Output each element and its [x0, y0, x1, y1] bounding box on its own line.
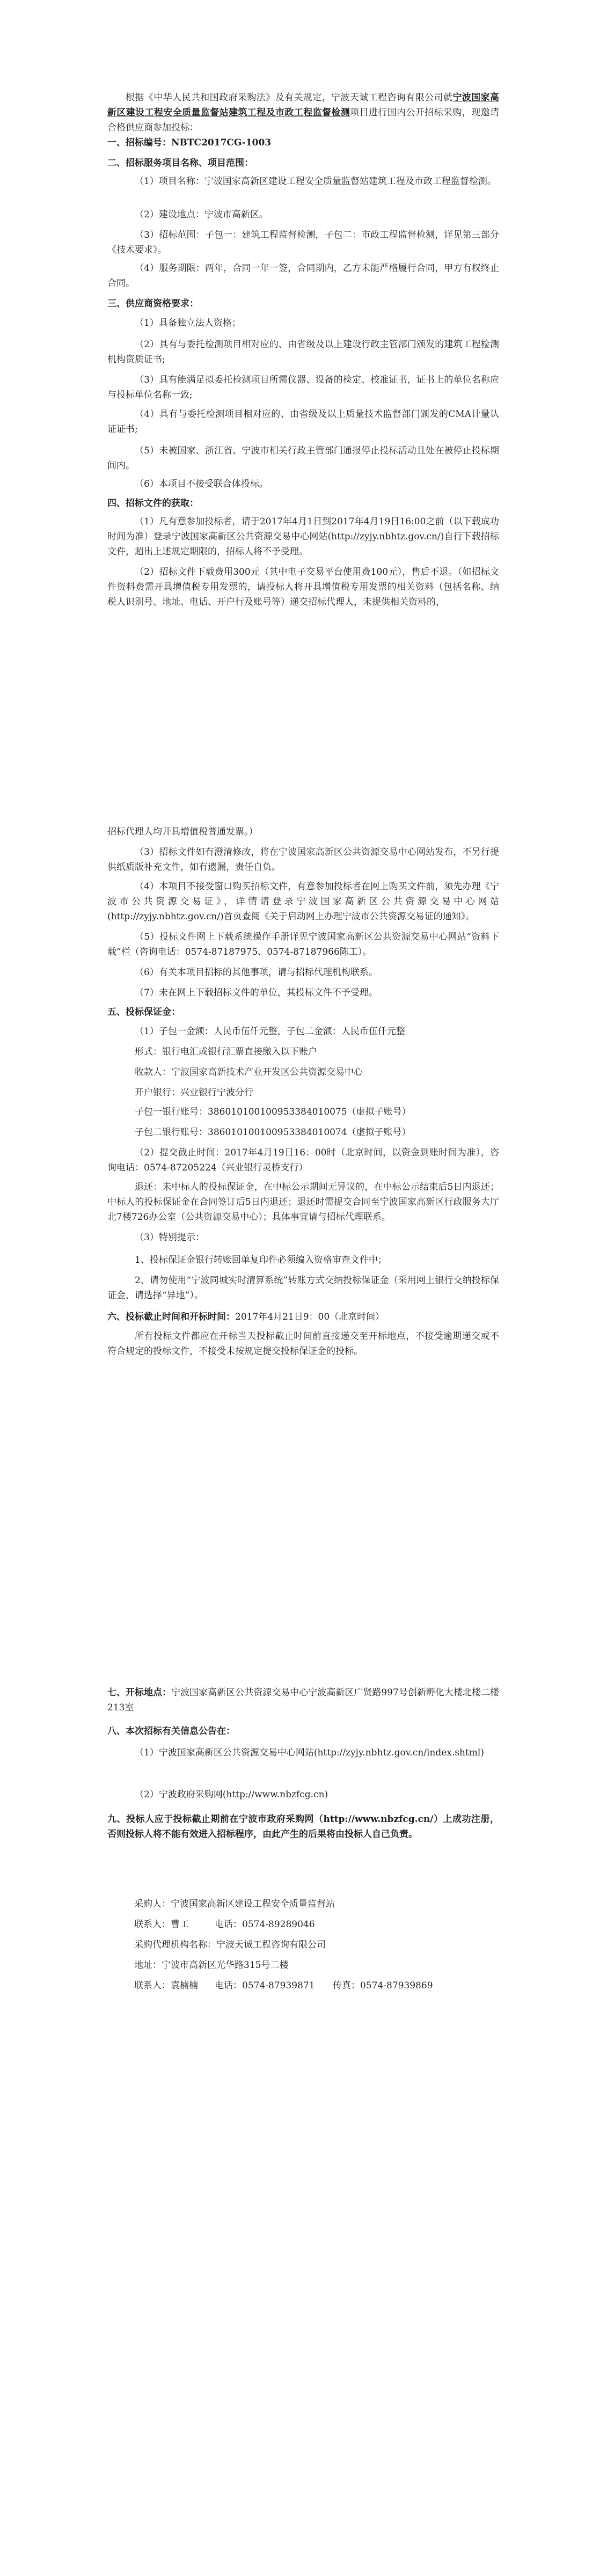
agent-phone: 电话：0574-87939871	[215, 1980, 315, 1991]
s8-item-2: （2）宁波政府采购网(http://www.nbzfcg.cn)	[135, 1789, 328, 1800]
s5-account-2: 子包二银行账号：386010100100953384010074（虚拟子账号）	[135, 1127, 411, 1138]
tender-number: 一、招标编号：NBTC2017CG-1003	[107, 137, 272, 148]
s4-item-2: （2）招标文件下载费用300元（其中电子交易平台使用费100元），售后不退。（如招标文件资料费需开具增值税专用发票的，请投标人将开具增值税专用发票的相关资料（包括名称、纳税人识别号、地址、电话、开户行及账号等）递交招标代理人，未提供相关资料的，	[107, 567, 499, 608]
s7-place: 宁波国家高新区公共资源交易中心宁波高新区广贤路997号创新孵化大楼北楼二楼213室	[107, 1687, 499, 1713]
s6-time: 2017年4月21日9：00（北京时间）	[235, 1312, 385, 1322]
agent: 采购代理机构名称：宁波天诚工程咨询有限公司	[134, 1940, 326, 1950]
s4-item-7: （7）未在网上下载招标文件的单位，其投标文件不予受理。	[135, 987, 378, 998]
section-6-title: 六、投标截止时间和开标时间：	[107, 1312, 235, 1322]
s5-tip-1: 1、投标保证金银行转账回单复印件必须编入资格审查文件中；	[135, 1255, 387, 1265]
s4-item-6: （6）有关本项目招标的其他事项，请与招标代理机构联系。	[135, 967, 378, 978]
s5-refund: 退还：未中标人的投标保证金，在中标公示期间无异议的，在中标公示结束后5日内退还；中标人的投标保证金在合同签订后5日内退还；退还时需提交合同至宁波国家高新区行政服务大厅北7楼726办公室（公共资源交易中心）；具体事宜请与招标代理联系。	[107, 1182, 499, 1223]
section-6	[107, 1309, 499, 1324]
buyer: 采购人：宁波国家高新区建设工程安全质量监督站	[134, 1899, 335, 1909]
s5-tip-2: 2、请勿使用“宁波同城实时清算系统”转账方式交纳投标保证金（采用网上银行交纳投标保证金，请选择“异地”）。	[107, 1275, 499, 1301]
section-7	[107, 1685, 499, 1715]
s6-desc: 所有投标文件都应在开标当天投标截止时间前直接递交至开标地点，不接受逾期递交或不符合规定的投标文件，不接受未按规定提交投标保证金的投标。	[107, 1331, 499, 1357]
s3-item-1: （1）具备独立法人资格；	[135, 318, 241, 328]
s4-item-4: （4）本项目不接受窗口购买招标文件，有意参加投标者在网上购买文件前，须先办理《宁波市公共资源交易证》，详情请登录宁波国家高新区公共资源交易中心网站(http://zyjy.nbhtz.gov.cn/)首页查阅《关于启动网上办理宁波市公共资源交易证的通知》。	[107, 881, 499, 922]
s5-payee: 收款人：宁波国家高新技术产业开发区公共资源交易中心	[135, 1067, 363, 1078]
section-3-title: 三、供应商资格要求：	[107, 298, 199, 309]
s5-account-1: 子包一银行账号：386010100100953384010075（虚拟子账号）	[135, 1107, 411, 1117]
s2-item-1: （1）项目名称：宁波国家高新区建设工程安全质量监督站建筑工程及市政工程监督检测。	[135, 176, 496, 187]
s4-item-3: （3）招标文件如有澄清修改，将在宁波国家高新区公共资源交易中心网站发布，不另行提供纸质版补充文件，如有遗漏，责任自负。	[107, 847, 499, 873]
section-9: 九、投标人应于投标截止期前在宁波市政府采购网（http://www.nbzfcg.cn/）上成功注册，否则投标人将不能有效进入招标程序，由此产生的后果将由投标人自己负责。	[107, 1814, 499, 1840]
s2-item-4: （4）服务期限：两年，合同一年一签，合同期内，乙方未能严格履行合同，甲方有权终止合同。	[107, 263, 499, 289]
s4-item-1: （1）凡有意参加投标者，请于2017年4月1日到2017年4月19日16:00之前（以下载成功时间为准）登录宁波国家高新区公共资源交易中心网站(http://zyjy.nbhtz.gov.cn/)自行下载招标文件，超出上述规定期限的，招标人将不予受理。	[107, 516, 499, 557]
intro-before: 根据《中华人民共和国政府采购法》及有关规定，宁波天诚工程咨询有限公司就	[126, 92, 453, 103]
intro-after: 项目进行国内公开招标采购，现邀请合格供应商参加投标：	[107, 107, 500, 133]
s2-item-2: （2）建设地点：宁波市高新区。	[135, 209, 268, 220]
s3-item-6: （6）本项目不接受联合体投标。	[135, 479, 268, 489]
section-2-title: 二、招标服务项目名称、项目范围：	[107, 158, 253, 169]
agent-address: 地址：宁波市高新区光华路315号二楼	[134, 1960, 289, 1971]
intro-paragraph	[107, 90, 499, 135]
section-5-title: 五、投标保证金：	[107, 1007, 180, 1018]
agent-fax: 传真：0574-87939869	[333, 1980, 433, 1991]
s2-item-3: （3）招标范围：子包一：建筑工程监督检测，子包二：市政工程监督检测，详见第三部分《技术要求》。	[107, 230, 499, 255]
s8-item-1: （1）宁波国家高新区公共资源交易中心网站(http://zyjy.nbhtz.gov.cn/index.shtml)	[135, 1747, 484, 1758]
s3-item-5: （5）未被国家、浙江省、宁波市相关行政主管部门通报停止投标活动且处在被停止投标期间内。	[107, 445, 499, 471]
s5-item-2: （2）提交截止时间：2017年4月19日16：00时（北京时间，以资金到账时间为准），咨询电话：0574-87205224（兴业银行灵桥支行）	[107, 1147, 499, 1173]
s4-item-2-continued: 招标代理人均开具增值税普通发票。）	[107, 826, 258, 837]
s5-item-3: （3）特别提示：	[135, 1232, 204, 1243]
project-name: 宁波国家高新区建设工程安全质量监督站建筑工程及市政工程监督检测	[107, 92, 500, 118]
s3-item-2: （2）具有与委托检测项目相对应的、由省级及以上建设行政主管部门颁发的建筑工程检测机构资质证书;	[107, 339, 499, 365]
section-8-title: 八、本次招标有关信息公告在：	[107, 1726, 235, 1737]
section-4-title: 四、招标文件的获取：	[107, 498, 199, 509]
s4-item-5: （5）投标文件网上下载系统操作手册详见宁波国家高新区公共资源交易中心网站“资料下载”栏（咨询电话：0574-87187975、0574-87187966陈工）。	[107, 932, 499, 957]
s5-bank: 开户银行：兴业银行宁波分行	[135, 1087, 253, 1098]
agent-contact: 联系人：袁楠楠	[134, 1980, 198, 1991]
buyer-contact: 联系人：曹工	[134, 1919, 189, 1930]
buyer-phone: 电话：0574-89289046	[215, 1919, 315, 1930]
s3-item-3: （3）具有能满足拟委托检测项目所需仪器、设备的检定、校准证书，证书上的单位名称应与投标单位名称一致;	[107, 375, 499, 400]
s5-item-1: （1）子包一金额：人民币伍仟元整，子包二金额：人民币伍仟元整	[135, 1026, 405, 1037]
s5-form: 形式：银行电汇或银行汇票直接缴入以下账户	[135, 1046, 317, 1057]
s3-item-4: （4）具有与委托检测项目相对应的、由省级及以上质量技术监督部门颁发的CMA计量认证证书;	[107, 409, 499, 435]
section-7-title: 七、开标地点：	[107, 1687, 172, 1698]
